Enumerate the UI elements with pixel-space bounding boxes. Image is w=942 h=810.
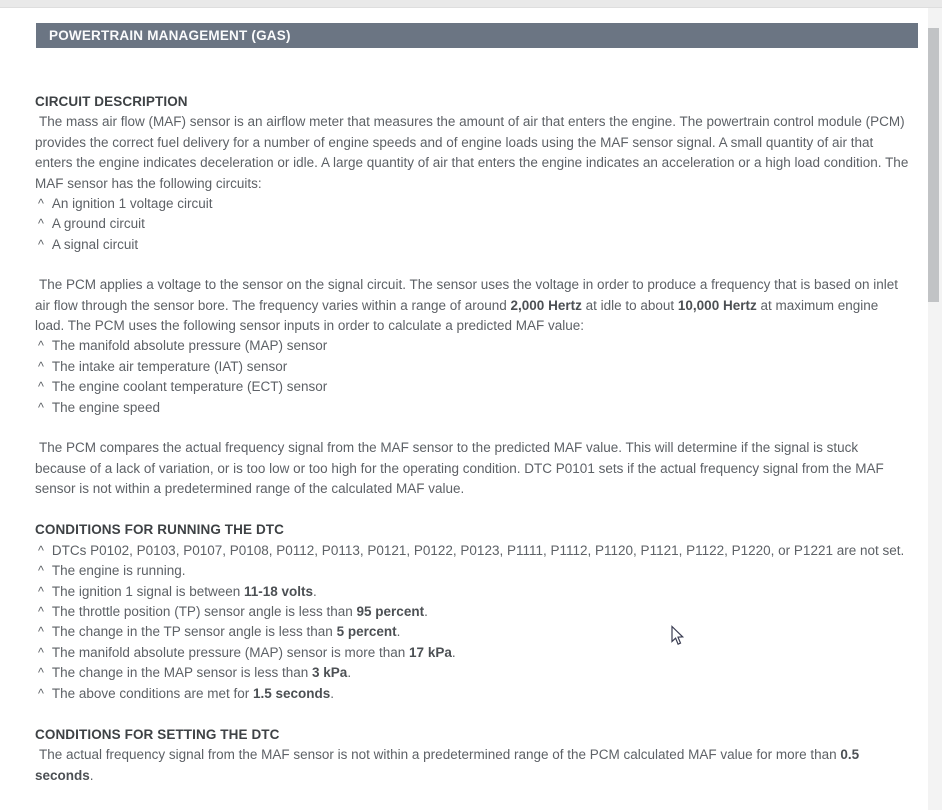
bullet-item [35, 214, 909, 234]
paragraph [35, 438, 909, 499]
body-text: A ground circuit [51, 216, 145, 232]
body-text: The change in the TP sensor angle is less than [51, 624, 337, 640]
body-text: DTCs P0102, P0103, P0107, P0108, P0112, P0113, P0121, P0122, P0123, P1111, P1112, P1120, P1121, P1122, P1220, or P1221 are not set. [51, 542, 905, 558]
bullet-caret-icon: ^ [38, 625, 44, 640]
bullet-caret-icon: ^ [38, 217, 44, 232]
section-title-bar: POWERTRAIN MANAGEMENT (GAS) [36, 23, 918, 48]
body-text: The above conditions are met for [51, 685, 253, 701]
body-text: A signal circuit [51, 236, 139, 252]
bullet-caret-icon: ^ [38, 543, 44, 558]
bullet-caret-icon: ^ [38, 604, 44, 619]
body-text: . [424, 603, 428, 619]
bullet-item [35, 541, 909, 561]
bold-value-text: 0.5 seconds [35, 747, 860, 783]
bullet-item [35, 398, 909, 418]
body-text: The PCM compares the actual frequency signal from the MAF sensor to the predicted MAF value. This will determine if the signal is stuck because of a lack of variation, or is too low or too high for the operating condition. DTC P0101 sets if the actual frequency signal from the MAF sensor is not within a predetermined range of the calculated MAF value. [35, 440, 884, 496]
bullet-item [35, 582, 909, 602]
bullet-item [35, 235, 909, 255]
body-text: The engine speed [51, 399, 160, 415]
bullet-item [35, 622, 909, 642]
window-top-edge [0, 0, 942, 8]
body-text: . [396, 624, 401, 640]
section-heading: CONDITIONS FOR RUNNING THE DTC [35, 522, 284, 538]
bold-value-text: 1.5 seconds [252, 685, 331, 701]
body-text: . [89, 767, 94, 783]
body-text: The PCM applies a voltage to the sensor on the signal circuit. The sensor uses the voltage in order to produce a frequency that is based on inlet air flow through the sensor bore. The frequency varies within a range of around [35, 277, 899, 313]
bullet-item [35, 602, 909, 622]
bullet-caret-icon: ^ [38, 686, 44, 701]
bold-value-text: 95 percent [356, 603, 425, 619]
bullet-caret-icon: ^ [38, 197, 44, 212]
bullet-item [35, 643, 909, 663]
paragraph [35, 745, 909, 786]
body-text: The manifold absolute pressure (MAP) sensor is more than [51, 644, 410, 660]
body-text: The mass air flow (MAF) sensor is an airflow meter that measures the amount of air that enters the engine. The powertrain control module (PCM) provides the correct fuel delivery for a number of engine speeds and of engine loads using the MAF sensor signal. A small quantity of air that enters the engine indicates deceleration or idle. A large quantity of air that enters the engine indicates an acceleration or a high load condition. The MAF sensor has the following circuits: [35, 114, 909, 191]
bullet-item [35, 194, 909, 214]
bullet-item [35, 663, 909, 683]
body-text: The ignition 1 signal is between [51, 583, 244, 599]
body-text: The manifold absolute pressure (MAP) sensor [51, 338, 328, 354]
section-heading: CIRCUIT DESCRIPTION [35, 94, 188, 109]
section-heading: CONDITIONS FOR SETTING THE DTC [35, 726, 280, 742]
body-text: The engine is running. [51, 563, 186, 579]
document-page [8, 8, 928, 810]
bullet-caret-icon: ^ [38, 645, 44, 660]
body-text: at idle to about [581, 297, 678, 313]
bold-value-text: 3 kPa [312, 665, 348, 681]
bullet-caret-icon: ^ [38, 564, 44, 579]
bullet-item [35, 377, 909, 397]
scrollbar-thumb[interactable] [928, 28, 939, 302]
body-text: at maximum engine load. The PCM uses the following sensor inputs in order to calculate a predicted MAF value: [35, 297, 879, 334]
bullet-item [35, 684, 909, 704]
bold-value-text: 10,000 Hertz [677, 297, 757, 313]
bullet-item [35, 336, 909, 356]
bullet-item [35, 561, 909, 581]
body-text: . [313, 583, 317, 599]
body-text: The throttle position (TP) sensor angle is less than [51, 603, 357, 619]
bold-value-text: 11-18 volts [244, 583, 314, 599]
body-text: The actual frequency signal from the MAF sensor is not within a predetermined range of the PCM calculated MAF value for more than [39, 747, 841, 763]
body-text: The engine coolant temperature (ECT) sensor [51, 379, 328, 395]
body-text: . [330, 685, 335, 701]
bullet-caret-icon: ^ [38, 237, 44, 252]
body-text: The change in the MAP sensor is less than [51, 665, 313, 681]
bullet-caret-icon: ^ [38, 380, 44, 395]
bullet-caret-icon: ^ [38, 400, 44, 415]
bullet-item [35, 357, 909, 377]
body-text: . [347, 665, 352, 681]
bullet-caret-icon: ^ [38, 666, 44, 681]
body-text: An ignition 1 voltage circuit [51, 196, 213, 212]
bullet-caret-icon: ^ [38, 359, 44, 374]
document-content [35, 56, 909, 786]
bullet-caret-icon: ^ [38, 339, 44, 354]
bold-value-text: 17 kPa [409, 644, 452, 660]
vertical-scrollbar[interactable] [928, 8, 942, 810]
bold-value-text: 5 percent [336, 624, 397, 640]
paragraph [35, 112, 909, 194]
body-text: The intake air temperature (IAT) sensor [51, 358, 288, 374]
background-left-edge [0, 0, 8, 810]
bold-value-text: 2,000 Hertz [510, 297, 582, 313]
bullet-caret-icon: ^ [38, 584, 44, 599]
paragraph [35, 275, 909, 336]
body-text: . [451, 644, 456, 660]
